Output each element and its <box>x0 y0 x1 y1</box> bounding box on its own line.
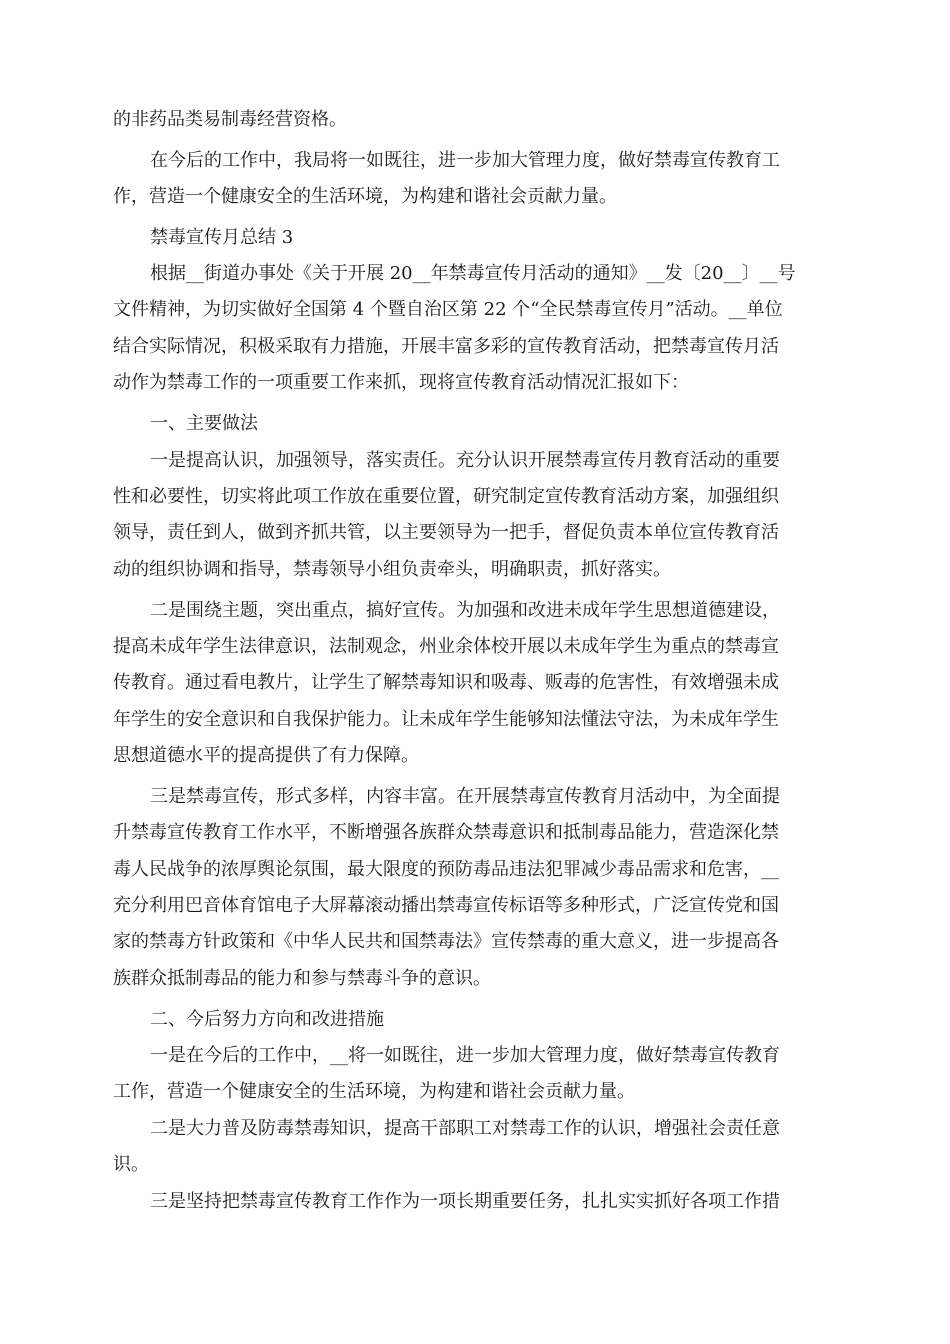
text-line: 作，营造一个健康安全的生活环境，为构建和谐社会贡献力量。 <box>113 186 617 207</box>
text-line: 充分利用巴音体育馆电子大屏幕滚动播出禁毒宣传标语等多种形式，广泛宣传党和国 <box>113 895 779 916</box>
text-line: 思想道德水平的提高提供了有力保障。 <box>113 745 419 766</box>
text-line: 结合实际情况，积极采取有力措施，开展丰富多彩的宣传教育活动，把禁毒宣传月活 <box>113 336 779 357</box>
text-line: 的非药品类易制毒经营资格。 <box>113 109 347 130</box>
text-line: 识。 <box>113 1154 149 1175</box>
text-line: 一是提高认识，加强领导，落实责任。充分认识开展禁毒宣传月教育活动的重要 <box>150 450 780 471</box>
text-line: 工作，营造一个健康安全的生活环境，为构建和谐社会贡献力量。 <box>113 1081 635 1102</box>
section-heading: 二、今后努力方向和改进措施 <box>150 1009 384 1030</box>
text-line: 传教育。通过看电教片，让学生了解禁毒知识和吸毒、贩毒的危害性，有效增强未成 <box>113 672 779 693</box>
text-line: 动作为禁毒工作的一项重要工作来抓，现将宣传教育活动情况汇报如下： <box>113 372 689 393</box>
text-line: 族群众抵制毒品的能力和参与禁毒斗争的意识。 <box>113 968 491 989</box>
section-title: 禁毒宣传月总结 3 <box>150 227 294 248</box>
text-line: 领导，责任到人，做到齐抓共管，以主要领导为一把手，督促负责本单位宣传教育活 <box>113 522 779 543</box>
text-line: 三是禁毒宣传，形式多样，内容丰富。在开展禁毒宣传教育月活动中，为全面提 <box>150 786 780 807</box>
text-line: 一是在今后的工作中，__将一如既往，进一步加大管理力度，做好禁毒宣传教育 <box>150 1045 780 1066</box>
text-line: 毒人民战争的浓厚舆论氛围，最大限度的预防毒品违法犯罪减少毒品需求和危害，__ <box>113 859 779 880</box>
text-line: 升禁毒宣传教育工作水平，不断增强各族群众禁毒意识和抵制毒品能力，营造深化禁 <box>113 822 779 843</box>
text-line: 提高未成年学生法律意识，法制观念，州业余体校开展以未成年学生为重点的禁毒宣 <box>113 636 779 657</box>
text-line: 根据__街道办事处《关于开展 20__年禁毒宣传月活动的通知》__发〔20__〕__号 <box>150 263 796 284</box>
text-line: 在今后的工作中，我局将一如既往，进一步加大管理力度，做好禁毒宣传教育工 <box>150 150 780 171</box>
text-line: 性和必要性，切实将此项工作放在重要位置，研究制定宣传教育活动方案，加强组织 <box>113 486 779 507</box>
text-line: 文件精神，为切实做好全国第 4 个暨自治区第 22 个“全民禁毒宣传月”活动。__单位 <box>113 299 783 320</box>
text-line: 动的组织协调和指导，禁毒领导小组负责牵头，明确职责，抓好落实。 <box>113 559 671 580</box>
text-line: 年学生的安全意识和自我保护能力。让未成年学生能够知法懂法守法，为未成年学生 <box>113 709 779 730</box>
text-line: 二是大力普及防毒禁毒知识，提高干部职工对禁毒工作的认识，增强社会责任意 <box>150 1118 780 1139</box>
text-line: 二是围绕主题，突出重点，搞好宣传。为加强和改进未成年学生思想道德建设， <box>150 600 780 621</box>
section-heading: 一、主要做法 <box>150 413 258 434</box>
text-line: 三是坚持把禁毒宣传教育工作作为一项长期重要任务，扎扎实实抓好各项工作措 <box>150 1191 780 1212</box>
text-line: 家的禁毒方针政策和《中华人民共和国禁毒法》宣传禁毒的重大意义，进一步提高各 <box>113 931 779 952</box>
